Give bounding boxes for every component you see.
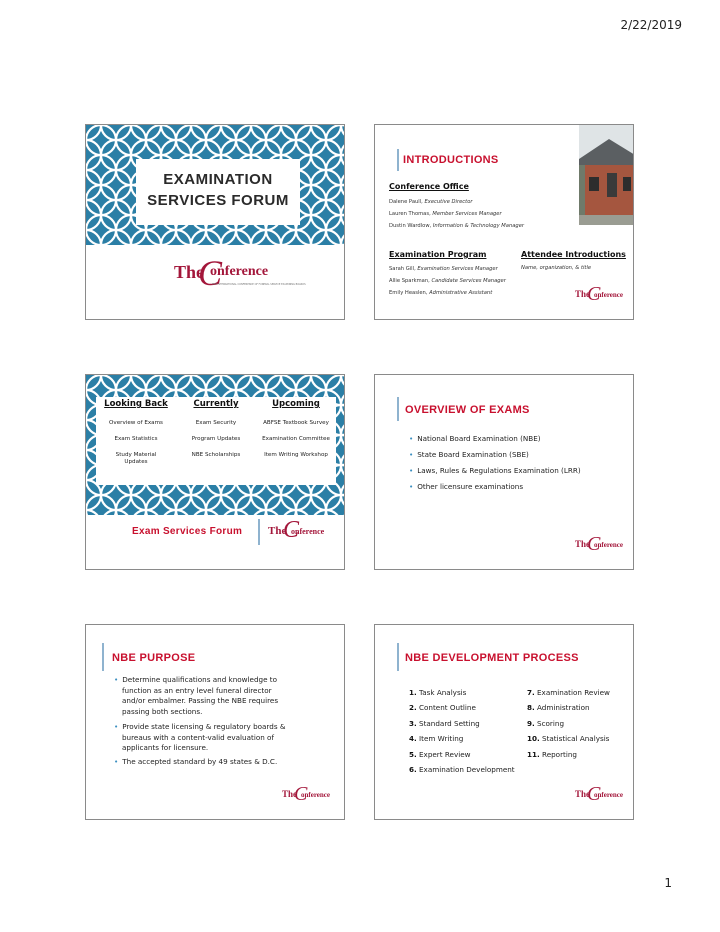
column-item: Item Writing Workshop <box>264 452 328 458</box>
column-heading: Upcoming <box>272 399 320 409</box>
slide-title: INTRODUCTIONS <box>403 154 499 166</box>
bullet-item: • State Board Examination (SBE) <box>409 450 529 459</box>
slide-6 <box>374 624 634 820</box>
column-item: Exam Security <box>195 420 237 426</box>
bullet-item: • Laws, Rules & Regulations Examination (LRR) <box>409 466 581 475</box>
office-member-3: Dustin Wardlow, Information & Technology Manager <box>389 223 525 229</box>
office-member-2: Lauren Thomas, Member Services Manager <box>389 211 502 217</box>
column-item: Study Material <box>115 452 157 458</box>
page-number: 1 <box>664 876 672 890</box>
process-step: 10. Statistical Analysis <box>527 734 610 743</box>
attendee-heading: Attendee Introductions <box>521 250 626 259</box>
conference-logo: The C onference <box>575 283 624 305</box>
accent-bar <box>397 643 399 671</box>
column-item: Examination Committee <box>262 436 330 442</box>
attendee-note: Name, organization, & title <box>521 265 592 271</box>
process-step: 6. Examination Development <box>409 765 515 774</box>
process-step: 5. Expert Review <box>409 750 471 759</box>
process-step: 1. Task Analysis <box>409 688 467 697</box>
process-step: 9. Scoring <box>527 719 565 728</box>
slide-title: OVERVIEW OF EXAMS <box>405 404 530 416</box>
column-item: ABFSE Textbook Survey <box>263 420 329 426</box>
slide-footer-title: Exam Services Forum <box>132 526 243 537</box>
slide-title-line2: SERVICES FORUM <box>147 192 289 209</box>
bullet-item: • Determine qualifications and knowledge to function as an entry level funeral director and/or embalmer. Passing the NBE requires passing both sections. <box>114 675 279 716</box>
slide-4 <box>374 374 634 570</box>
conference-logo: The C onference THE INTERNATIONAL CONFERENCE OF FUNERAL SERVICE EXAMINING BOARDS <box>174 253 306 293</box>
column-upcoming <box>256 399 336 458</box>
office-building-photo <box>579 125 634 225</box>
slide-3 <box>85 374 345 570</box>
slide-1 <box>85 124 345 320</box>
slide-title: NBE DEVELOPMENT PROCESS <box>405 652 579 664</box>
accent-bar <box>397 149 399 171</box>
conference-logo: The C onference <box>575 783 624 805</box>
process-step: 7. Examination Review <box>527 688 610 697</box>
slide-5 <box>85 624 345 820</box>
process-step: 8. Administration <box>527 703 590 712</box>
office-heading: Conference Office <box>389 182 469 191</box>
column-heading: Currently <box>193 399 239 409</box>
bullet-item: • Other licensure examinations <box>409 482 524 491</box>
accent-bar <box>397 397 399 421</box>
conference-logo: The C onference <box>268 517 325 543</box>
exam-member-1: Sarah Gill, Examination Services Manager <box>389 266 498 272</box>
conference-logo: The C onference <box>575 533 624 555</box>
column-heading: Looking Back <box>104 399 168 409</box>
office-member-1: Dalene Paull, Executive Director <box>389 199 473 205</box>
bullet-item: • National Board Examination (NBE) <box>409 434 541 443</box>
column-currently <box>176 399 256 458</box>
process-step: 2. Content Outline <box>409 703 476 712</box>
column-item: Exam Statistics <box>114 436 158 442</box>
accent-bar <box>258 519 260 545</box>
bullet-item: • The accepted standard by 49 states & D.C. <box>114 757 278 766</box>
process-step: 4. Item Writing <box>409 734 464 743</box>
column-looking-back <box>96 399 176 465</box>
accent-bar <box>102 643 104 671</box>
slide-2 <box>374 124 634 320</box>
process-step: 3. Standard Setting <box>409 719 480 728</box>
exam-member-3: Emily Heaslen, Administrative Assistant <box>389 290 493 296</box>
bullet-item: • Provide state licensing & regulatory boards & bureaus with a content-valid evaluation of applicants for licensure. <box>114 722 286 752</box>
slide-title: NBE PURPOSE <box>112 652 196 664</box>
column-item: Program Updates <box>191 436 241 442</box>
column-item: NBE Scholarships <box>191 452 241 458</box>
exam-member-2: Allie Sparkman, Candidate Services Manager <box>389 278 506 284</box>
column-item: Overview of Exams <box>109 420 163 426</box>
exam-program-heading: Examination Program <box>389 250 487 259</box>
conference-logo: The C onference <box>282 783 331 805</box>
handout-date: 2/22/2019 <box>620 18 682 32</box>
column-item: Updates <box>124 459 148 465</box>
process-step: 11. Reporting <box>527 750 577 759</box>
slide-title-line1: EXAMINATION <box>163 171 273 188</box>
